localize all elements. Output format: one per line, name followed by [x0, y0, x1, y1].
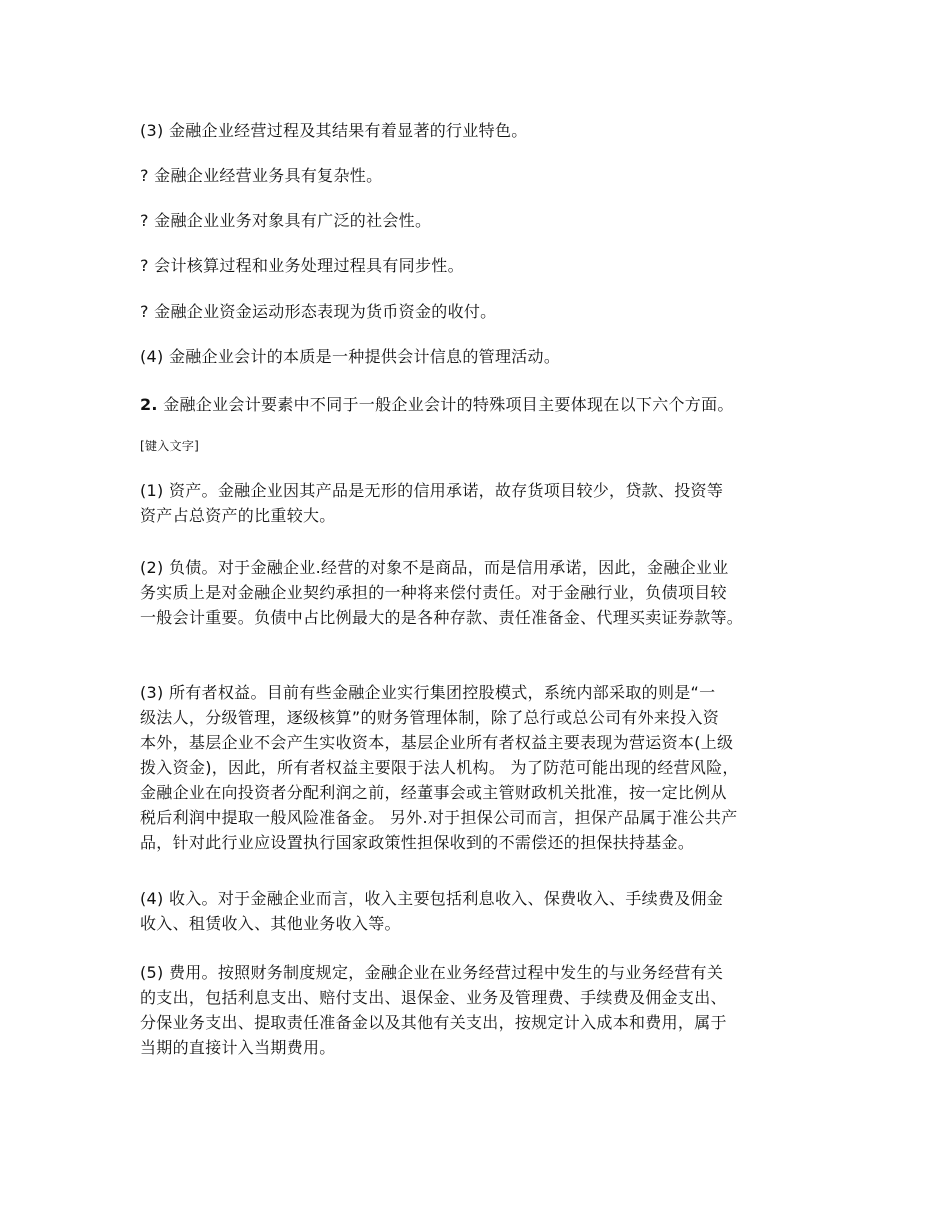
text-line: 本外，基层企业不会产生实收资本，基层企业所有者权益主要表现为营运资本(上级 [140, 733, 734, 752]
paragraph-accounting-essence: (4) 金融企业会计的本质是一种提供会计信息的管理活动。 [140, 347, 561, 366]
text-line: 资产占总资产的比重较大。 [140, 506, 336, 525]
section-heading-text: 金融企业会计要素中不同于一般企业会计的特殊项目主要体现在以下六个方面。 [157, 395, 734, 414]
text-line: (1) 资产。金融企业因其产品是无形的信用承诺，故存货项目较少，贷款、投资等 [140, 481, 724, 500]
text-line: (5) 费用。按照财务制度规定，金融企业在业务经营过程中发生的与业务经营有关 [140, 963, 724, 982]
text-line: (3) 所有者权益。目前有些金融企业实行集团控股模式，系统内部采取的则是“一 [140, 683, 716, 702]
paragraph-expenses [140, 960, 820, 1060]
placeholder-text: [键入文字] [140, 439, 200, 453]
text-line: 一般会计重要。负债中占比例最大的是各种存款、责任准备金、代理买卖证券款等。 [140, 608, 744, 627]
text-line: 品，针对此行业应设置执行国家政策性担保收到的不需偿还的担保扶持基金。 [140, 833, 695, 852]
text-line: 级法人，分级管理，逐级核算”的财务管理体制，除了总行或总公司有外来投入资 [140, 708, 720, 727]
paragraph-social-breadth: ? 金融企业业务对象具有广泛的社会性。 [140, 211, 432, 230]
paragraph-assets [140, 478, 820, 528]
paragraph-liabilities [140, 555, 820, 630]
text-line: (2) 负债。对于金融企业.经营的对象不是商品，而是信用承诺，因此，金融企业业 [140, 558, 729, 577]
paragraph-income [140, 886, 820, 936]
paragraph-special-items-heading [140, 392, 820, 417]
paragraph-owners-equity [140, 680, 820, 855]
text-line: 收入、租赁收入、其他业务收入等。 [140, 914, 401, 933]
text-line: 务实质上是对金融企业契约承担的一种将来偿付责任。对于金融行业，负债项目较 [140, 583, 727, 602]
text-line: 税后利润中提取一般风险准备金。 另外.对于担保公司而言，担保产品属于准公共产 [140, 808, 738, 827]
paragraph-industry-features: (3) 金融企业经营过程及其结果有着显著的行业特色。 [140, 121, 528, 140]
paragraph-synchronous-processing: ? 会计核算过程和业务处理过程具有同步性。 [140, 256, 464, 275]
text-line: 当期的直接计入当期费用。 [140, 1038, 336, 1057]
paragraph-cash-flow-form: ? 金融企业资金运动形态表现为货币资金的收付。 [140, 302, 497, 321]
text-line: 金融企业在向投资者分配利润之前，经董事会或主管财政机关批准，按一定比例从 [140, 783, 727, 802]
text-line: 分保业务支出、提取责任准备金以及其他有关支出，按规定计入成本和费用，属于 [140, 1013, 727, 1032]
section-number: 2. [140, 395, 158, 414]
paragraph-business-complexity: ? 金融企业经营业务具有复杂性。 [140, 166, 383, 185]
text-line: (4) 收入。对于金融企业而言，收入主要包括利息收入、保费收入、手续费及佣金 [140, 889, 724, 908]
text-line: 拨入资金)，因此，所有者权益主要限于法人机构。 为了防范可能出现的经营风险， [140, 758, 739, 777]
text-line: 的支出，包括利息支出、赔付支出、退保金、业务及管理费、手续费及佣金支出、 [140, 988, 727, 1007]
